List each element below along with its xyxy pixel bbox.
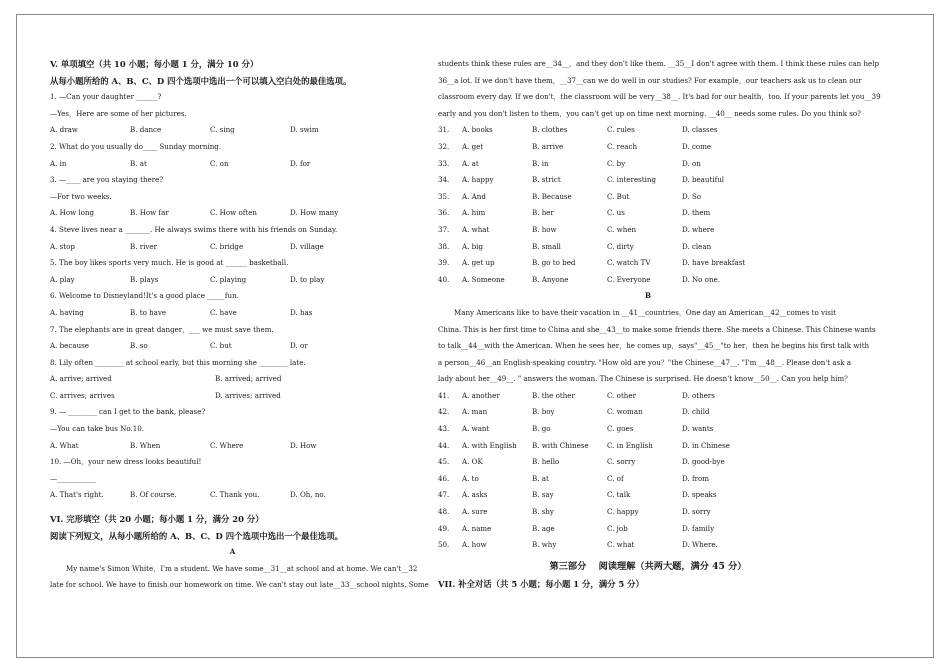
option-d: D. others	[682, 390, 715, 400]
option-b: B. plays	[130, 274, 159, 284]
question-number: 38.	[438, 241, 450, 251]
option-a: A. That's right.	[50, 490, 104, 500]
option-b: B. dance	[130, 125, 162, 135]
cloze-b-row	[438, 404, 858, 421]
passage-a-line-1: My name's Simon White，I'm a student. We have some__31__at school and at home. We can't__32	[66, 563, 418, 573]
option-d: D. family	[682, 523, 715, 533]
option-d: D. beautiful	[682, 175, 725, 185]
option-b: B. with Chinese	[532, 440, 589, 450]
passage-a-line-5: classroom every day. If we don't，the classroom will be very__38__. It's bad for our health，too. If your parents let you__39	[438, 92, 881, 102]
question-number: 36.	[438, 208, 450, 218]
option-d: D. for	[290, 158, 311, 168]
option-b: B. hello	[532, 457, 560, 467]
cloze-b-row	[438, 537, 858, 554]
question-10-reply: —___________	[50, 473, 97, 483]
passage-b-label: B	[645, 291, 651, 301]
option-d: D. How many	[290, 208, 339, 218]
option-a: A. big	[462, 241, 483, 251]
option-a: A. with English	[462, 440, 517, 450]
question-9: 9. — ________ can I get to the bank, please?	[50, 407, 206, 417]
option-b: B. go to bed	[532, 258, 576, 268]
question-5: 5. The boy likes sports very much. He is good at ______ basketball.	[50, 258, 289, 268]
question-number: 50.	[438, 540, 450, 550]
option-a: A. sure	[462, 507, 488, 517]
option-d: D. How	[290, 440, 317, 450]
question-9-reply: —You can take bus No.10.	[50, 424, 145, 434]
question-number: 31.	[438, 125, 450, 135]
option-d: D. swim	[290, 125, 319, 135]
option-a: A. stop	[50, 241, 75, 251]
option-d: D. come	[682, 141, 712, 151]
question-number: 41.	[438, 390, 450, 400]
section5-title: V. 单项填空（共 10 小题；每小题 1 分，满分 10 分）	[50, 59, 259, 69]
option-d: D. has	[290, 307, 313, 317]
passage-a-questions	[438, 122, 858, 288]
option-b: B. how	[532, 224, 557, 234]
option-c: C. sing	[210, 125, 235, 135]
question-3-options	[50, 205, 415, 222]
option-d: D. sorry	[682, 507, 711, 517]
cloze-a-row	[438, 172, 858, 189]
option-a: A. having	[50, 307, 84, 317]
option-d: D. classes	[682, 125, 718, 135]
option-c: C. Where	[210, 440, 244, 450]
option-c: C. but	[210, 341, 232, 351]
option-c: C. talk	[607, 490, 631, 500]
option-c: C. job	[607, 523, 628, 533]
option-a: A. And	[462, 191, 486, 201]
right-column	[438, 56, 881, 592]
question-2: 2. What do you usually do____ Sunday morning.	[50, 141, 222, 151]
option-d: D. speaks	[682, 490, 717, 500]
option-c: C. of	[607, 473, 624, 483]
section6-instructions: 阅读下列短文，从每小题所给的 A、B、C、D 四个选项中选出一个最佳选项。	[50, 530, 343, 541]
option-b: B. her	[532, 208, 554, 218]
option-b: B. small	[532, 241, 561, 251]
option-c: C. happy	[607, 507, 639, 517]
question-number: 43.	[438, 424, 450, 434]
question-number: 44.	[438, 440, 450, 450]
option-d: D. in Chinese	[682, 440, 730, 450]
option-d: D. child	[682, 407, 710, 417]
cloze-a-row	[438, 139, 858, 156]
cloze-b-row	[438, 454, 858, 471]
section7-title: VII. 补全对话（共 5 小题；每小题 1 分，满分 5 分）	[438, 578, 644, 589]
option-c: C. when	[607, 224, 637, 234]
question-number: 47.	[438, 490, 450, 500]
option-a: A. How long	[50, 208, 95, 218]
section5-instructions: 从每小题所给的 A、B、C、D 四个选项中选出一个可以填入空白处的最佳选项。	[50, 75, 352, 86]
question-8: 8. Lily often ________ at school early, but this morning she ________ late.	[50, 357, 306, 367]
option-a: A. him	[462, 208, 486, 218]
option-c: C. interesting	[607, 175, 657, 185]
option-a: A. draw	[50, 125, 78, 135]
cloze-b-row	[438, 471, 858, 488]
option-d: D. So	[682, 191, 702, 201]
option-c: C. reach	[607, 141, 638, 151]
option-a: A. asks	[462, 490, 488, 500]
question-number: 32.	[438, 141, 450, 151]
option-c: C. rules	[607, 125, 635, 135]
option-a: A. Someone	[462, 274, 505, 284]
passage-a-line-6: early and you don't listen to them，you can't get up on time next morning. __40__ needs some rules. Do you think so?	[438, 108, 861, 118]
question-3-reply: —For two weeks.	[50, 191, 112, 201]
option-d: D. clean	[682, 241, 712, 251]
question-2-options	[50, 156, 415, 173]
option-d: D. them	[682, 208, 711, 218]
cloze-a-row	[438, 122, 858, 139]
option-b: B. why	[532, 540, 557, 550]
question-4: 4. Steve lives near a _______. He always swims there with his friends on Sunday.	[50, 224, 338, 234]
passage-b-line-1: Many Americans like to have their vacation in __41__countries，One day an American__42__comes to visit	[454, 307, 837, 317]
left-column	[50, 56, 429, 594]
option-d: D. on	[682, 158, 701, 168]
option-b: B. river	[130, 241, 157, 251]
option-c: C. How often	[210, 208, 257, 218]
question-8-options-row1	[50, 371, 415, 388]
option-c: C. woman	[607, 407, 643, 417]
cloze-b-row	[438, 521, 858, 538]
option-a: A. OK	[462, 457, 483, 467]
question-number: 37.	[438, 224, 450, 234]
option-c: C. goes	[607, 424, 634, 434]
question-number: 34.	[438, 175, 450, 185]
question-number: 39.	[438, 258, 450, 268]
option-d: D. where	[682, 224, 715, 234]
option-b: B. at	[130, 158, 147, 168]
option-a: A. play	[50, 274, 75, 284]
option-a: A. what	[462, 224, 490, 234]
question-3: 3. —____ are you staying there?	[50, 175, 164, 185]
cloze-a-row	[438, 255, 858, 272]
option-d: D. to play	[290, 274, 325, 284]
question-10: 10. —Oh，your new dress looks beautiful!	[50, 457, 202, 467]
option-c: C. by	[607, 158, 626, 168]
option-c: C. what	[607, 540, 635, 550]
question-number: 40.	[438, 274, 450, 284]
question-7-options	[50, 338, 415, 355]
option-b: B. to have	[130, 307, 167, 317]
option-b: B. Of course.	[130, 490, 177, 500]
option-a: A. books	[462, 125, 493, 135]
option-a: A. What	[50, 440, 79, 450]
option-b: B. in	[532, 158, 549, 168]
option-a: A. want	[462, 424, 490, 434]
cloze-b-row	[438, 438, 858, 455]
option-c: C. arrives; arrives	[50, 390, 115, 400]
question-number: 46.	[438, 473, 450, 483]
question-1-reply: —Yes，Here are some of her pictures.	[50, 108, 187, 118]
question-4-options	[50, 239, 415, 256]
question-5-options	[50, 272, 415, 289]
option-b: B. at	[532, 473, 549, 483]
passage-b-line-2: China. This is her first time to China and she__43__to make some friends there. She meets a Chinese. This Chinese wants	[438, 324, 876, 334]
option-c: C. playing	[210, 274, 247, 284]
option-b: B. clothes	[532, 125, 568, 135]
option-a: A. because	[50, 341, 89, 351]
option-d: D. good-bye	[682, 457, 725, 467]
question-7: 7. The elephants are in great danger，___ we must save them.	[50, 324, 274, 334]
cloze-a-row	[438, 189, 858, 206]
option-a: A. man	[462, 407, 488, 417]
option-a: A. get	[462, 141, 484, 151]
question-number: 42.	[438, 407, 450, 417]
question-8-options-row2	[50, 388, 415, 405]
option-c: C. Thank you.	[210, 490, 260, 500]
passage-b-questions	[438, 388, 858, 554]
option-b: B. so	[130, 341, 148, 351]
option-a: A. get up	[462, 258, 495, 268]
option-c: C. dirty	[607, 241, 634, 251]
option-d: D. wants	[682, 424, 714, 434]
question-1-options	[50, 122, 415, 139]
passage-a-line-4: 36__a lot. If we don't have them，__37__can we do well in our studies? For example，our teachers ask us to clean our	[438, 75, 862, 85]
option-a: A. how	[462, 540, 487, 550]
option-b: B. boy	[532, 407, 555, 417]
cloze-a-row	[438, 222, 858, 239]
cloze-a-row	[438, 272, 858, 289]
cloze-b-row	[438, 504, 858, 521]
passage-b-line-4: a person__46__an English-speaking country. "How old are you？"the Chinese__47__. "I'm __48__. Please don't ask a	[438, 357, 852, 367]
option-a: A. in	[50, 158, 67, 168]
option-d: D. village	[290, 241, 324, 251]
option-a: A. to	[462, 473, 479, 483]
option-c: C. on	[210, 158, 229, 168]
option-c: C. in English	[607, 440, 653, 450]
option-d: D. from	[682, 473, 709, 483]
option-d: D. Oh, no.	[290, 490, 326, 500]
question-number: 48.	[438, 507, 450, 517]
passage-b-line-3: to talk__44__with the American. When he sees her，he comes up，says"__45__"to her，then he begins his first talk with	[438, 341, 870, 351]
option-d: D. Where.	[682, 540, 718, 550]
passage-b-line-5: lady about her__49__. " answers the woman. The Chinese is surprised. He doesn't know__50__. Can you help him？	[438, 374, 852, 384]
option-c: C. watch TV	[607, 258, 651, 268]
option-b: B. Anyone	[532, 274, 569, 284]
option-c: C. have	[210, 307, 237, 317]
question-6: 6. Welcome to Disneyland!It's a good place _____fun.	[50, 291, 239, 301]
option-d: D. have breakfast	[682, 258, 746, 268]
option-b: B. strict	[532, 175, 561, 185]
question-1: 1. —Can your daughter ______?	[50, 92, 162, 102]
cloze-a-row	[438, 156, 858, 173]
option-d: D. or	[290, 341, 308, 351]
option-b: B. Because	[532, 191, 572, 201]
question-number: 35.	[438, 191, 450, 201]
option-b: B. age	[532, 523, 555, 533]
option-b: B. How far	[130, 208, 169, 218]
passage-a-label: A	[229, 547, 236, 557]
part3-title: 第三部分 阅读理解（共两大题，满分 45 分）	[549, 560, 747, 572]
option-c: C. Everyone	[607, 274, 651, 284]
cloze-a-row	[438, 205, 858, 222]
passage-a-line-3: students think these rules are__34__，and they don't like them. __35__I don't agree with them. I think these rules can help	[438, 59, 880, 68]
question-9-options	[50, 438, 415, 455]
question-number: 33.	[438, 158, 450, 168]
question-6-options	[50, 305, 415, 322]
question-number: 45.	[438, 457, 450, 467]
question-10-options	[50, 487, 415, 504]
option-c: C. other	[607, 390, 636, 400]
cloze-b-row	[438, 388, 858, 405]
option-b: B. go	[532, 424, 551, 434]
option-a: A. happy	[462, 175, 494, 185]
option-b: B. shy	[532, 507, 554, 517]
option-c: C. us	[607, 208, 625, 218]
option-b: B. the other	[532, 390, 575, 400]
option-b: B. arrived; arrived	[215, 374, 282, 384]
option-c: C. But	[607, 191, 630, 201]
passage-a-line-2: late for school. We have to finish our homework on time. We can't stay out late__33__school nights. Some	[50, 580, 429, 590]
cloze-a-row	[438, 239, 858, 256]
option-a: A. at	[462, 158, 479, 168]
option-b: B. arrive	[532, 141, 564, 151]
option-b: B. When	[130, 440, 161, 450]
option-d: D. arrives; arrived	[215, 390, 281, 400]
option-d: D. No one.	[682, 274, 720, 284]
option-a: A. arrive; arrived	[50, 374, 112, 384]
question-number: 49.	[438, 523, 450, 533]
cloze-b-row	[438, 421, 858, 438]
option-c: C. sorry	[607, 457, 636, 467]
section6-title: VI. 完形填空（共 20 小题；每小题 1 分，满分 20 分）	[50, 514, 264, 525]
option-b: B. say	[532, 490, 554, 500]
cloze-b-row	[438, 487, 858, 504]
option-c: C. bridge	[210, 241, 244, 251]
option-a: A. another	[462, 390, 500, 400]
option-a: A. name	[462, 523, 492, 533]
